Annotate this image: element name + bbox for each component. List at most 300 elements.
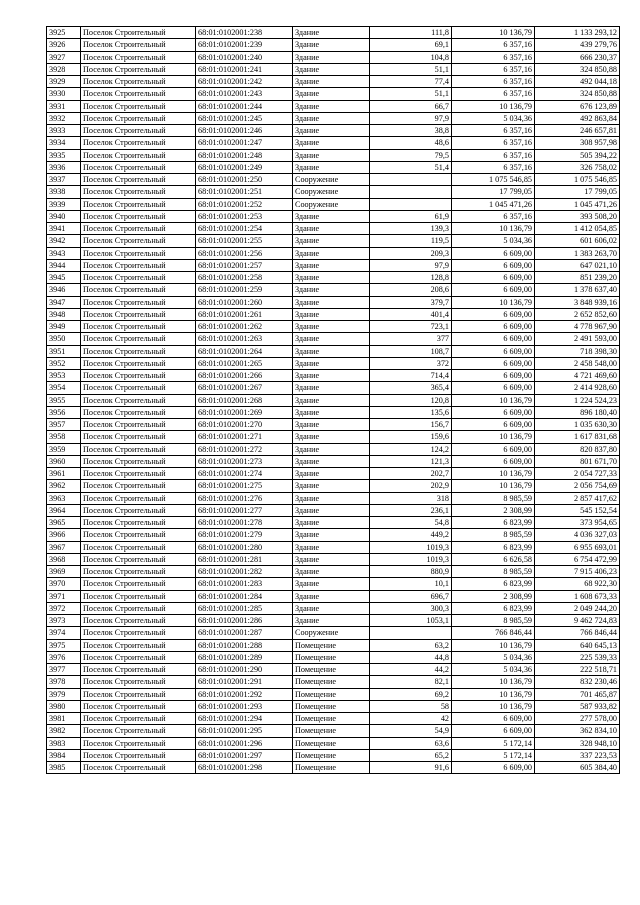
cadastral-number-cell: 68:01:0102001:242 <box>196 76 293 88</box>
row-number: 3953 <box>47 370 81 382</box>
cadastral-number-cell: 68:01:0102001:286 <box>196 615 293 627</box>
cadastral-number-cell: 68:01:0102001:257 <box>196 259 293 271</box>
cadastral-value-cell: 492 863,84 <box>535 112 620 124</box>
table-row <box>47 247 620 259</box>
specific-value-cell: 10 136,79 <box>452 639 535 651</box>
cadastral-value-cell: 1 608 673,33 <box>535 590 620 602</box>
table-row <box>47 382 620 394</box>
specific-value-cell: 8 985,59 <box>452 492 535 504</box>
area-cell <box>370 186 452 198</box>
area-cell: 208,6 <box>370 284 452 296</box>
locality-cell: Поселок Строительный <box>81 51 196 63</box>
row-number: 3985 <box>47 762 81 774</box>
cadastral-value-cell: 1 045 471,26 <box>535 198 620 210</box>
cadastral-number-cell: 68:01:0102001:252 <box>196 198 293 210</box>
cadastral-value-cell: 640 645,13 <box>535 639 620 651</box>
row-number: 3967 <box>47 541 81 553</box>
specific-value-cell: 6 357,16 <box>452 137 535 149</box>
area-cell: 91,6 <box>370 762 452 774</box>
row-number: 3977 <box>47 664 81 676</box>
specific-value-cell: 766 846,44 <box>452 627 535 639</box>
specific-value-cell: 6 823,99 <box>452 602 535 614</box>
object-type-cell: Здание <box>293 553 370 565</box>
cadastral-value-table <box>46 26 620 774</box>
area-cell: 1019,3 <box>370 541 452 553</box>
locality-cell: Поселок Строительный <box>81 725 196 737</box>
row-number: 3933 <box>47 125 81 137</box>
cadastral-number-cell: 68:01:0102001:279 <box>196 529 293 541</box>
object-type-cell: Помещение <box>293 676 370 688</box>
specific-value-cell: 6 823,99 <box>452 541 535 553</box>
specific-value-cell: 8 985,59 <box>452 529 535 541</box>
area-cell: 63,6 <box>370 737 452 749</box>
cadastral-value-cell: 4 036 327,03 <box>535 529 620 541</box>
cadastral-value-cell: 324 850,88 <box>535 63 620 75</box>
cadastral-value-cell: 832 230,46 <box>535 676 620 688</box>
cadastral-value-cell: 601 606,02 <box>535 235 620 247</box>
specific-value-cell: 5 034,36 <box>452 235 535 247</box>
specific-value-cell: 6 609,00 <box>452 259 535 271</box>
table-row <box>47 186 620 198</box>
table-row <box>47 749 620 761</box>
specific-value-cell: 1 045 471,26 <box>452 198 535 210</box>
area-cell: 377 <box>370 333 452 345</box>
area-cell: 236,1 <box>370 504 452 516</box>
cadastral-value-cell: 1 035 630,30 <box>535 419 620 431</box>
cadastral-value-cell: 439 279,76 <box>535 39 620 51</box>
locality-cell: Поселок Строительный <box>81 455 196 467</box>
locality-cell: Поселок Строительный <box>81 529 196 541</box>
cadastral-value-cell: 68 922,30 <box>535 578 620 590</box>
object-type-cell: Здание <box>293 345 370 357</box>
area-cell: 159,6 <box>370 431 452 443</box>
area-cell: 97,9 <box>370 112 452 124</box>
table-row <box>47 566 620 578</box>
cadastral-value-cell: 2 857 417,62 <box>535 492 620 504</box>
table-row <box>47 198 620 210</box>
specific-value-cell: 1 075 546,85 <box>452 174 535 186</box>
table-row <box>47 321 620 333</box>
object-type-cell: Здание <box>293 27 370 39</box>
cadastral-value-cell: 393 508,20 <box>535 210 620 222</box>
object-type-cell: Здание <box>293 161 370 173</box>
row-number: 3942 <box>47 235 81 247</box>
cadastral-number-cell: 68:01:0102001:267 <box>196 382 293 394</box>
area-cell: 119,5 <box>370 235 452 247</box>
locality-cell: Поселок Строительный <box>81 272 196 284</box>
specific-value-cell: 6 357,16 <box>452 39 535 51</box>
row-number: 3926 <box>47 39 81 51</box>
table-row <box>47 272 620 284</box>
object-type-cell: Сооружение <box>293 186 370 198</box>
table-row <box>47 615 620 627</box>
cadastral-value-cell: 2 491 593,00 <box>535 333 620 345</box>
table-row <box>47 492 620 504</box>
specific-value-cell: 6 609,00 <box>452 725 535 737</box>
row-number: 3937 <box>47 174 81 186</box>
table-row <box>47 259 620 271</box>
locality-cell: Поселок Строительный <box>81 235 196 247</box>
locality-cell: Поселок Строительный <box>81 468 196 480</box>
cadastral-number-cell: 68:01:0102001:269 <box>196 406 293 418</box>
table-row <box>47 149 620 161</box>
cadastral-number-cell: 68:01:0102001:255 <box>196 235 293 247</box>
table-row <box>47 688 620 700</box>
row-number: 3962 <box>47 480 81 492</box>
area-cell: 51,4 <box>370 161 452 173</box>
locality-cell: Поселок Строительный <box>81 345 196 357</box>
cadastral-number-cell: 68:01:0102001:290 <box>196 664 293 676</box>
table-row <box>47 345 620 357</box>
row-number: 3940 <box>47 210 81 222</box>
area-cell: 202,7 <box>370 468 452 480</box>
specific-value-cell: 6 823,99 <box>452 517 535 529</box>
table-row <box>47 370 620 382</box>
specific-value-cell: 6 609,00 <box>452 247 535 259</box>
table-row <box>47 504 620 516</box>
cadastral-number-cell: 68:01:0102001:251 <box>196 186 293 198</box>
row-number: 3955 <box>47 394 81 406</box>
cadastral-value-cell: 2 652 852,60 <box>535 308 620 320</box>
cadastral-number-cell: 68:01:0102001:294 <box>196 713 293 725</box>
cadastral-number-cell: 68:01:0102001:296 <box>196 737 293 749</box>
row-number: 3978 <box>47 676 81 688</box>
table-row <box>47 174 620 186</box>
locality-cell: Поселок Строительный <box>81 63 196 75</box>
specific-value-cell: 6 609,00 <box>452 308 535 320</box>
table-row <box>47 210 620 222</box>
locality-cell: Поселок Строительный <box>81 406 196 418</box>
locality-cell: Поселок Строительный <box>81 578 196 590</box>
table-row <box>47 419 620 431</box>
table-row <box>47 553 620 565</box>
specific-value-cell: 6 823,99 <box>452 578 535 590</box>
cadastral-number-cell: 68:01:0102001:280 <box>196 541 293 553</box>
locality-cell: Поселок Строительный <box>81 149 196 161</box>
cadastral-number-cell: 68:01:0102001:244 <box>196 100 293 112</box>
cadastral-value-cell: 676 123,89 <box>535 100 620 112</box>
cadastral-value-cell: 2 458 548,00 <box>535 357 620 369</box>
row-number: 3980 <box>47 700 81 712</box>
locality-cell: Поселок Строительный <box>81 161 196 173</box>
object-type-cell: Здание <box>293 602 370 614</box>
specific-value-cell: 5 172,14 <box>452 737 535 749</box>
locality-cell: Поселок Строительный <box>81 370 196 382</box>
locality-cell: Поселок Строительный <box>81 137 196 149</box>
row-number: 3925 <box>47 27 81 39</box>
specific-value-cell: 10 136,79 <box>452 431 535 443</box>
object-type-cell: Здание <box>293 76 370 88</box>
specific-value-cell: 6 609,00 <box>452 357 535 369</box>
row-number: 3957 <box>47 419 81 431</box>
row-number: 3966 <box>47 529 81 541</box>
specific-value-cell: 10 136,79 <box>452 27 535 39</box>
cadastral-value-cell: 1 075 546,85 <box>535 174 620 186</box>
area-cell: 723,1 <box>370 321 452 333</box>
specific-value-cell: 10 136,79 <box>452 468 535 480</box>
row-number: 3984 <box>47 749 81 761</box>
cadastral-number-cell: 68:01:0102001:248 <box>196 149 293 161</box>
specific-value-cell: 10 136,79 <box>452 688 535 700</box>
row-number: 3970 <box>47 578 81 590</box>
row-number: 3973 <box>47 615 81 627</box>
cadastral-number-cell: 68:01:0102001:254 <box>196 223 293 235</box>
area-cell: 79,5 <box>370 149 452 161</box>
object-type-cell: Здание <box>293 247 370 259</box>
object-type-cell: Здание <box>293 137 370 149</box>
cadastral-number-cell: 68:01:0102001:287 <box>196 627 293 639</box>
area-cell: 449,2 <box>370 529 452 541</box>
object-type-cell: Здание <box>293 125 370 137</box>
cadastral-number-cell: 68:01:0102001:258 <box>196 272 293 284</box>
locality-cell: Поселок Строительный <box>81 639 196 651</box>
table-row <box>47 700 620 712</box>
row-number: 3944 <box>47 259 81 271</box>
table-row <box>47 125 620 137</box>
object-type-cell: Здание <box>293 296 370 308</box>
table-row <box>47 713 620 725</box>
table-row <box>47 284 620 296</box>
locality-cell: Поселок Строительный <box>81 431 196 443</box>
row-number: 3946 <box>47 284 81 296</box>
table-row <box>47 737 620 749</box>
cadastral-value-cell: 246 657,81 <box>535 125 620 137</box>
object-type-cell: Здание <box>293 406 370 418</box>
specific-value-cell: 6 357,16 <box>452 63 535 75</box>
cadastral-number-cell: 68:01:0102001:241 <box>196 63 293 75</box>
row-number: 3956 <box>47 406 81 418</box>
cadastral-value-cell: 587 933,82 <box>535 700 620 712</box>
locality-cell: Поселок Строительный <box>81 223 196 235</box>
area-cell: 121,3 <box>370 455 452 467</box>
row-number: 3951 <box>47 345 81 357</box>
area-cell: 54,8 <box>370 517 452 529</box>
specific-value-cell: 6 609,00 <box>452 455 535 467</box>
cadastral-value-cell: 545 152,54 <box>535 504 620 516</box>
cadastral-number-cell: 68:01:0102001:265 <box>196 357 293 369</box>
row-number: 3964 <box>47 504 81 516</box>
table-row <box>47 137 620 149</box>
cadastral-value-cell: 6 754 472,99 <box>535 553 620 565</box>
cadastral-number-cell: 68:01:0102001:245 <box>196 112 293 124</box>
cadastral-number-cell: 68:01:0102001:297 <box>196 749 293 761</box>
area-cell: 44,8 <box>370 651 452 663</box>
object-type-cell: Помещение <box>293 651 370 663</box>
specific-value-cell: 6 609,00 <box>452 382 535 394</box>
object-type-cell: Здание <box>293 541 370 553</box>
locality-cell: Поселок Строительный <box>81 88 196 100</box>
object-type-cell: Здание <box>293 272 370 284</box>
locality-cell: Поселок Строительный <box>81 333 196 345</box>
table-row <box>47 725 620 737</box>
cadastral-number-cell: 68:01:0102001:256 <box>196 247 293 259</box>
object-type-cell: Помещение <box>293 725 370 737</box>
table-row <box>47 63 620 75</box>
row-number: 3945 <box>47 272 81 284</box>
specific-value-cell: 8 985,59 <box>452 615 535 627</box>
area-cell: 139,3 <box>370 223 452 235</box>
table-row <box>47 541 620 553</box>
area-cell: 156,7 <box>370 419 452 431</box>
table-row <box>47 357 620 369</box>
row-number: 3954 <box>47 382 81 394</box>
table-row <box>47 39 620 51</box>
object-type-cell: Помещение <box>293 737 370 749</box>
table-row <box>47 431 620 443</box>
object-type-cell: Помещение <box>293 762 370 774</box>
table-row <box>47 100 620 112</box>
object-type-cell: Сооружение <box>293 627 370 639</box>
cadastral-value-cell: 896 180,40 <box>535 406 620 418</box>
object-type-cell: Сооружение <box>293 174 370 186</box>
specific-value-cell: 6 357,16 <box>452 88 535 100</box>
row-number: 3960 <box>47 455 81 467</box>
table-body <box>47 27 620 774</box>
cadastral-number-cell: 68:01:0102001:259 <box>196 284 293 296</box>
cadastral-value-cell: 605 384,40 <box>535 762 620 774</box>
locality-cell: Поселок Строительный <box>81 517 196 529</box>
area-cell: 77,4 <box>370 76 452 88</box>
area-cell: 48,6 <box>370 137 452 149</box>
cadastral-number-cell: 68:01:0102001:281 <box>196 553 293 565</box>
object-type-cell: Помещение <box>293 700 370 712</box>
area-cell: 10,1 <box>370 578 452 590</box>
area-cell: 51,1 <box>370 63 452 75</box>
cadastral-number-cell: 68:01:0102001:292 <box>196 688 293 700</box>
cadastral-number-cell: 68:01:0102001:289 <box>196 651 293 663</box>
row-number: 3968 <box>47 553 81 565</box>
cadastral-value-cell: 766 846,44 <box>535 627 620 639</box>
cadastral-value-cell: 1 383 263,70 <box>535 247 620 259</box>
row-number: 3959 <box>47 443 81 455</box>
table-row <box>47 112 620 124</box>
row-number: 3975 <box>47 639 81 651</box>
cadastral-value-cell: 9 462 724,83 <box>535 615 620 627</box>
cadastral-value-cell: 17 799,05 <box>535 186 620 198</box>
cadastral-number-cell: 68:01:0102001:238 <box>196 27 293 39</box>
table-row <box>47 578 620 590</box>
object-type-cell: Здание <box>293 357 370 369</box>
table-row <box>47 394 620 406</box>
cadastral-value-cell: 2 056 754,69 <box>535 480 620 492</box>
specific-value-cell: 6 609,00 <box>452 272 535 284</box>
area-cell: 300,3 <box>370 602 452 614</box>
specific-value-cell: 6 609,00 <box>452 370 535 382</box>
row-number: 3963 <box>47 492 81 504</box>
cadastral-number-cell: 68:01:0102001:274 <box>196 468 293 480</box>
row-number: 3976 <box>47 651 81 663</box>
row-number: 3947 <box>47 296 81 308</box>
specific-value-cell: 6 609,00 <box>452 713 535 725</box>
cadastral-number-cell: 68:01:0102001:291 <box>196 676 293 688</box>
table-row <box>47 235 620 247</box>
locality-cell: Поселок Строительный <box>81 651 196 663</box>
locality-cell: Поселок Строительный <box>81 664 196 676</box>
object-type-cell: Здание <box>293 370 370 382</box>
cadastral-value-cell: 1 378 637,40 <box>535 284 620 296</box>
cadastral-number-cell: 68:01:0102001:268 <box>196 394 293 406</box>
locality-cell: Поселок Строительный <box>81 198 196 210</box>
table-row <box>47 590 620 602</box>
area-cell: 401,4 <box>370 308 452 320</box>
cadastral-value-cell: 1 412 054,85 <box>535 223 620 235</box>
table-row <box>47 517 620 529</box>
object-type-cell: Здание <box>293 382 370 394</box>
row-number: 3935 <box>47 149 81 161</box>
specific-value-cell: 5 034,36 <box>452 651 535 663</box>
specific-value-cell: 6 609,00 <box>452 443 535 455</box>
table-row <box>47 76 620 88</box>
locality-cell: Поселок Строительный <box>81 762 196 774</box>
object-type-cell: Здание <box>293 284 370 296</box>
area-cell: 365,4 <box>370 382 452 394</box>
locality-cell: Поселок Строительный <box>81 100 196 112</box>
row-number: 3958 <box>47 431 81 443</box>
specific-value-cell: 6 357,16 <box>452 125 535 137</box>
cadastral-number-cell: 68:01:0102001:243 <box>196 88 293 100</box>
locality-cell: Поселок Строительный <box>81 590 196 602</box>
table-row <box>47 602 620 614</box>
object-type-cell: Здание <box>293 321 370 333</box>
cadastral-value-cell: 7 915 406,23 <box>535 566 620 578</box>
area-cell: 124,2 <box>370 443 452 455</box>
locality-cell: Поселок Строительный <box>81 296 196 308</box>
locality-cell: Поселок Строительный <box>81 541 196 553</box>
cadastral-number-cell: 68:01:0102001:285 <box>196 602 293 614</box>
row-number: 3939 <box>47 198 81 210</box>
object-type-cell: Помещение <box>293 664 370 676</box>
cadastral-number-cell: 68:01:0102001:253 <box>196 210 293 222</box>
object-type-cell: Помещение <box>293 688 370 700</box>
area-cell: 209,3 <box>370 247 452 259</box>
cadastral-number-cell: 68:01:0102001:276 <box>196 492 293 504</box>
cadastral-value-cell: 1 617 831,68 <box>535 431 620 443</box>
object-type-cell: Здание <box>293 492 370 504</box>
row-number: 3969 <box>47 566 81 578</box>
row-number: 3983 <box>47 737 81 749</box>
specific-value-cell: 10 136,79 <box>452 223 535 235</box>
locality-cell: Поселок Строительный <box>81 566 196 578</box>
area-cell <box>370 627 452 639</box>
cadastral-value-cell: 2 054 727,33 <box>535 468 620 480</box>
row-number: 3981 <box>47 713 81 725</box>
row-number: 3930 <box>47 88 81 100</box>
locality-cell: Поселок Строительный <box>81 602 196 614</box>
locality-cell: Поселок Строительный <box>81 700 196 712</box>
row-number: 3934 <box>47 137 81 149</box>
locality-cell: Поселок Строительный <box>81 112 196 124</box>
row-number: 3950 <box>47 333 81 345</box>
cadastral-number-cell: 68:01:0102001:261 <box>196 308 293 320</box>
locality-cell: Поселок Строительный <box>81 443 196 455</box>
cadastral-value-cell: 801 671,70 <box>535 455 620 467</box>
row-number: 3971 <box>47 590 81 602</box>
cadastral-value-cell: 1 224 524,23 <box>535 394 620 406</box>
object-type-cell: Здание <box>293 88 370 100</box>
locality-cell: Поселок Строительный <box>81 308 196 320</box>
object-type-cell: Здание <box>293 39 370 51</box>
row-number: 3965 <box>47 517 81 529</box>
locality-cell: Поселок Строительный <box>81 737 196 749</box>
table-row <box>47 468 620 480</box>
area-cell <box>370 174 452 186</box>
specific-value-cell: 10 136,79 <box>452 296 535 308</box>
cadastral-number-cell: 68:01:0102001:246 <box>196 125 293 137</box>
cadastral-number-cell: 68:01:0102001:266 <box>196 370 293 382</box>
row-number: 3932 <box>47 112 81 124</box>
cadastral-number-cell: 68:01:0102001:298 <box>196 762 293 774</box>
locality-cell: Поселок Строительный <box>81 247 196 259</box>
